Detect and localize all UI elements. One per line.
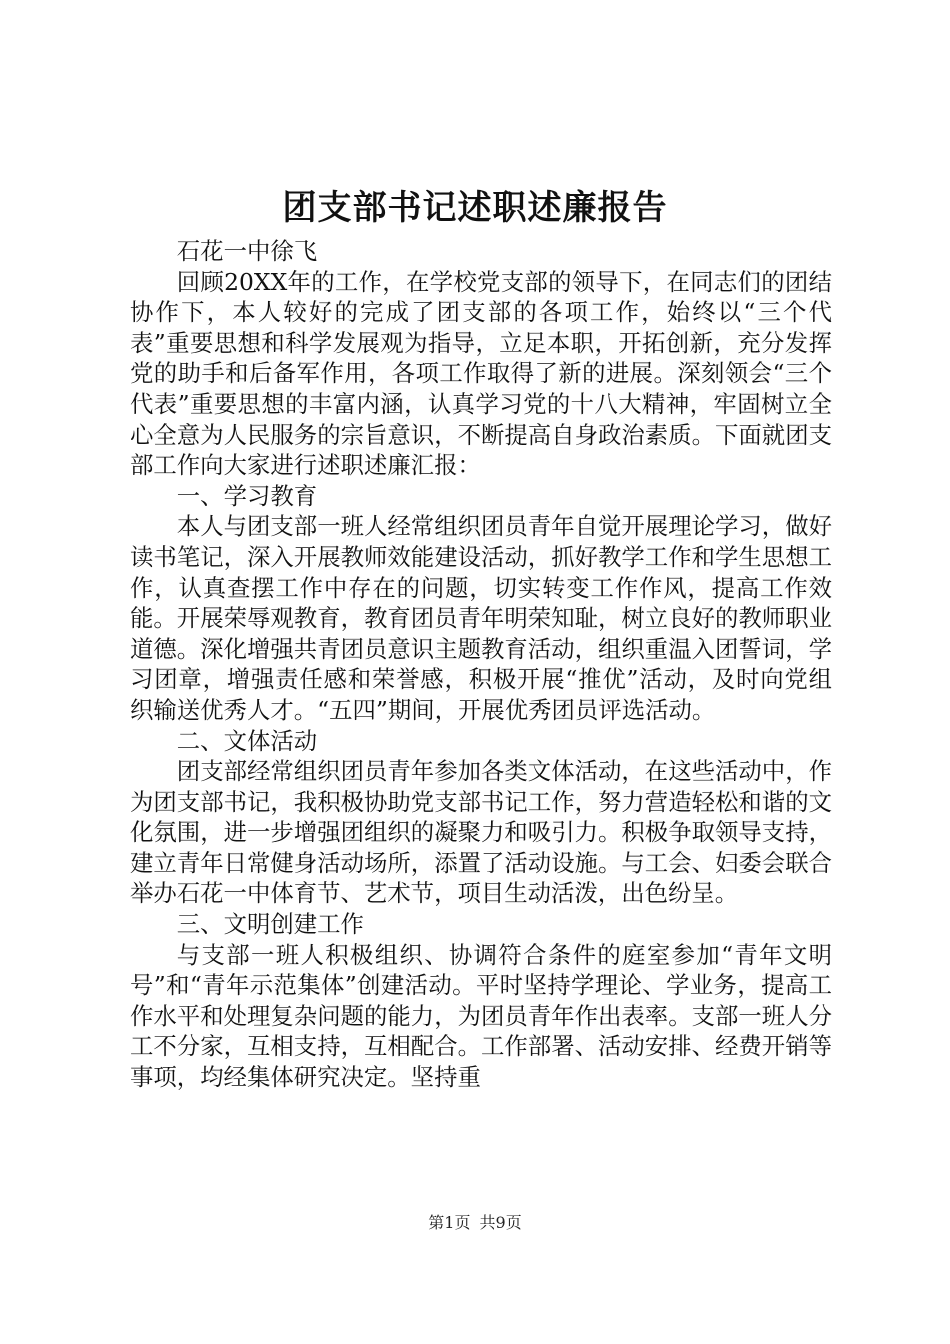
section-heading-sports: 二、文体活动 [176, 726, 318, 755]
paragraph-civilization: 与支部一班人积极组织、协调符合条件的庭室参加“青年文明号”和“青年示范集体”创建活动。平时坚持学理论、学业务，提高工作水平和处理复杂问题的能力，为团员青年作出表率。支部一班人分工不分家，互相支持，互相配合。工作部署、活动安排、经费开销等事项，均经集体研究决定。坚持重 [130, 940, 832, 1092]
paragraph-sports: 团支部经常组织团员青年参加各类文体活动，在这些活动中，作为团支部书记，我积极协助党支部书记工作，努力营造轻松和谐的文化氛围，进一步增强团组织的凝聚力和吸引力。积极争取领导支持，建立青年日常健身活动场所，添置了活动设施。与工会、妇委会联合举办石花一中体育节、艺术节，项目生动活泼，出色纷呈。 [130, 757, 832, 908]
page-number: 第1页 [428, 1213, 471, 1232]
paragraph-study: 本人与团支部一班人经常组织团员青年自觉开展理论学习，做好读书笔记，深入开展教师效能建设活动，抓好教学工作和学生思想工作，认真查摆工作中存在的问题，切实转变工作作风，提高工作效能。开展荣辱观教育，教育团员青年明荣知耻，树立良好的教师职业道德。深化增强共青团员意识主题教育活动，组织重温入团誓词，学习团章，增强责任感和荣誉感，积极开展“推优”活动，及时向党组织输送优秀人才。“五四”期间，开展优秀团员评选活动。 [130, 512, 832, 724]
page-footer [0, 1212, 950, 1234]
section-heading-study: 一、学习教育 [176, 481, 318, 510]
author-line: 石花一中徐飞 [176, 237, 318, 265]
page-total: 共9页 [479, 1213, 522, 1232]
paragraph-intro: 回顾20XX年的工作，在学校党支部的领导下，在同志们的团结协作下，本人较好的完成了团支部的各项工作，始终以“三个代表”重要思想和科学发展观为指导，立足本职，开拓创新，充分发挥党的助手和后备军作用，各项工作取得了新的进展。深刻领会“三个代表”重要思想的丰富内涵，认真学习党的十八大精神，牢固树立全心全意为人民服务的宗旨意识，不断提高自身政治素质。下面就团支部工作向大家进行述职述廉汇报： [130, 267, 832, 480]
section-heading-civilization: 三、文明创建工作 [176, 910, 364, 939]
document-title: 团支部书记述职述廉报告 [282, 188, 668, 228]
document-body [130, 236, 832, 1093]
